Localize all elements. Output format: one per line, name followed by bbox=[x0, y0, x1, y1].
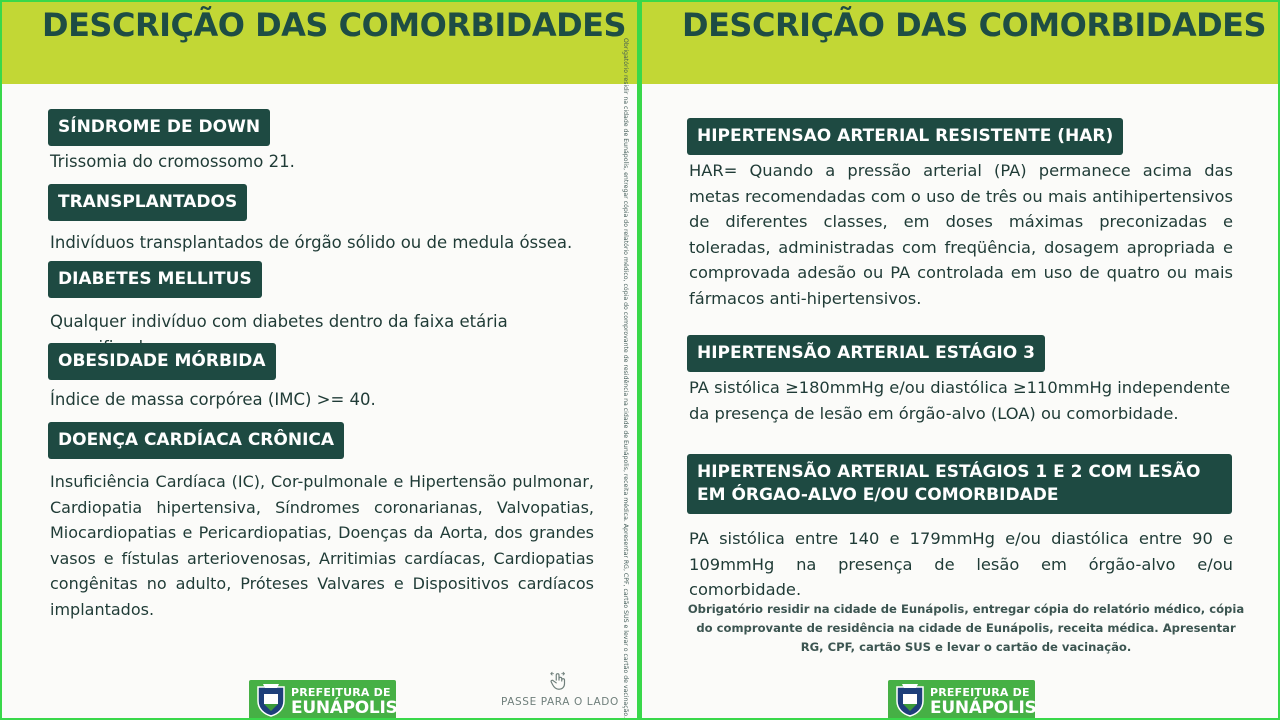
tag-down-syndrome: SÍNDROME DE DOWN bbox=[48, 109, 270, 146]
swipe-hand-icon bbox=[548, 670, 570, 692]
tag-hypertension-stage3: HIPERTENSÃO ARTERIAL ESTÁGIO 3 bbox=[687, 335, 1045, 372]
crest-icon bbox=[255, 682, 287, 718]
right-slide bbox=[640, 0, 1280, 720]
text-obesity: Índice de massa corpórea (IMC) >= 40. bbox=[50, 390, 376, 409]
city-logo bbox=[249, 680, 396, 720]
logo-line2: EUNÁPOLIS bbox=[930, 698, 1037, 718]
crest-icon bbox=[894, 682, 926, 718]
city-logo-right bbox=[888, 680, 1035, 720]
text-hypertension-stages12: PA sistólica entre 140 e 179mmHg e/ou diastólica entre 90 e 109mmHg na presença de lesão em órgão-alvo e/ou comorbidade. bbox=[689, 529, 1233, 599]
text-down-syndrome: Trissomia do cromossomo 21. bbox=[50, 152, 295, 171]
tag-transplanted: TRANSPLANTADOS bbox=[48, 184, 247, 221]
right-header bbox=[642, 2, 1278, 84]
left-slide bbox=[0, 0, 638, 720]
tag-heart-disease: DOENÇA CARDÍACA CRÔNICA bbox=[48, 422, 344, 459]
text-diabetes: Qualquer indivíduo com diabetes dentro da faixa etária bbox=[50, 312, 508, 331]
swipe-label: PASSE PARA O LADO bbox=[501, 696, 619, 708]
tag-obesity: OBESIDADE MÓRBIDA bbox=[48, 343, 276, 380]
logo-line2: EUNÁPOLIS bbox=[291, 698, 398, 718]
text-hypertension-stage3: PA sistólica ≥180mmHg e/ou diastólica ≥110mmHg independente da presença de lesão em órgão-alvo (LOA) ou comorbidade. bbox=[689, 378, 1231, 423]
left-header bbox=[2, 2, 638, 84]
logo-line1: PREFEITURA DE bbox=[291, 686, 391, 699]
text-resistant-hypertension: HAR= Quando a pressão arterial (PA) permanece acima das metas recomendadas com o uso de três ou mais antihipertensivos de diferentes classes, em doses máximas preconizadas e toleradas, administradas com freqüência, dosagem apropriada e comprovada adesão ou PA controlada em uso de quatro ou mais fármacos anti-hipertensivos. bbox=[689, 161, 1233, 308]
vertical-requirements-note: Obrigatório residir na cidade de Eunápolis, entregar cópia do relatório médico, cópia do comprovante de residência na cidade de Eunápolis, receita médica. Apresentar RG, CPF, cartão SUS e levar o cartão de vacinação. bbox=[622, 38, 629, 719]
right-title: DESCRIÇÃO DAS COMORBIDADES bbox=[682, 6, 1267, 44]
left-title: DESCRIÇÃO DAS COMORBIDADES bbox=[42, 6, 627, 44]
text-transplanted: Indivíduos transplantados de órgão sólido ou de medula óssea. bbox=[50, 233, 573, 252]
logo-line1: PREFEITURA DE bbox=[930, 686, 1030, 699]
tag-hypertension-stages12: HIPERTENSÃO ARTERIAL ESTÁGIOS 1 E 2 COM LESÃO EM ÓRGAO-ALVO E/OU COMORBIDADE bbox=[687, 454, 1232, 514]
text-heart-disease: Insuficiência Cardíaca (IC), Cor-pulmonale e Hipertensão pulmonar, Cardiopatia hipertensiva, Síndromes coronarianas, Valvopatias, Miocardiopatias e Pericardiopatias, Doenças da Aorta, dos grandes vasos e fístulas arteriovenosas, Arritimias cardíacas, Cardiopatias congênitas no adulto, Próteses Valvares e Dispositivos cardíacos implantados. bbox=[50, 472, 594, 619]
tag-diabetes: DIABETES MELLITUS bbox=[48, 261, 262, 298]
requirements-footnote: Obrigatório residir na cidade de Eunápolis, entregar cópia do relatório médico, cópia do comprovante de residência na cidade de Eunápolis, receita médica. Apresentar RG, CPF, cartão SUS e levar o cartão de vacinação. bbox=[687, 602, 1245, 654]
tag-resistant-hypertension: HIPERTENSAO ARTERIAL RESISTENTE (HAR) bbox=[687, 118, 1123, 155]
